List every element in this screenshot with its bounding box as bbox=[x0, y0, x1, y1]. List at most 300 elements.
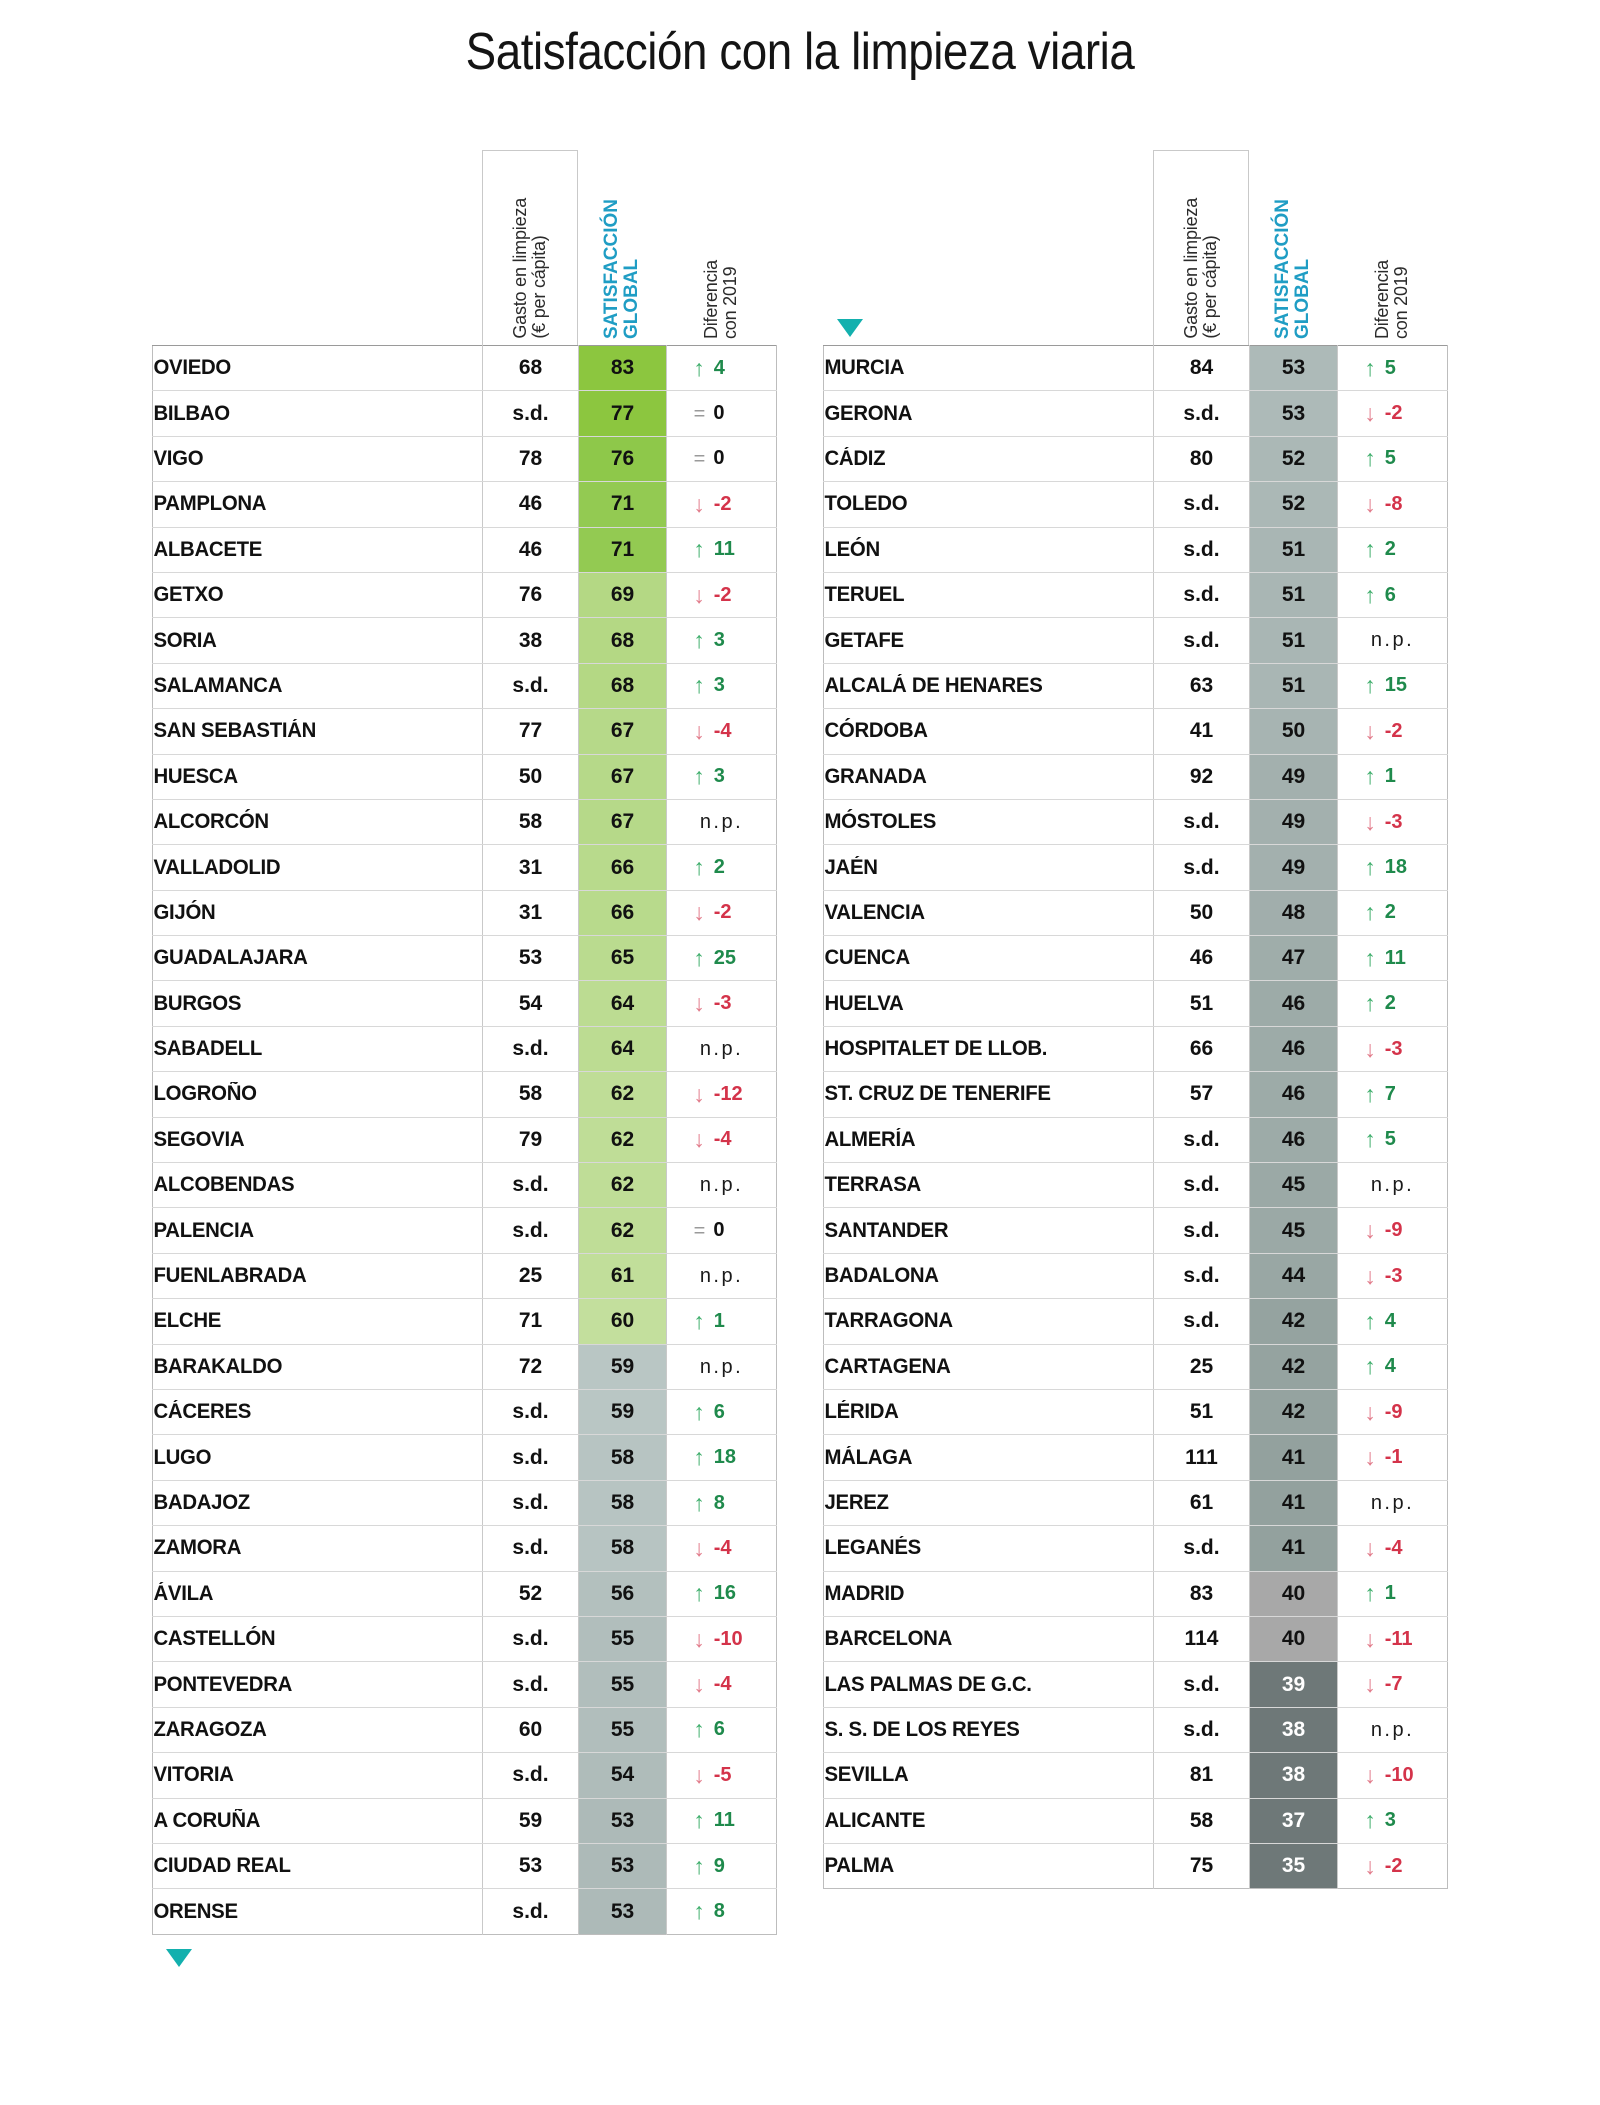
cell-diferencia bbox=[1338, 1299, 1448, 1344]
arrow-up-icon: ↑ bbox=[1364, 763, 1376, 790]
cell-satisfaccion: 76 bbox=[579, 436, 667, 481]
cell-satisfaccion: 49 bbox=[1250, 845, 1338, 890]
cell-gasto: 46 bbox=[483, 527, 579, 572]
cell-gasto: s.d. bbox=[1154, 799, 1250, 844]
cell-satisfaccion: 62 bbox=[579, 1208, 667, 1253]
table-row bbox=[824, 1299, 1448, 1344]
arrow-up-icon: ↑ bbox=[1364, 1807, 1376, 1834]
cell-city: ALICANTE bbox=[824, 1798, 1144, 1843]
table-row bbox=[824, 1662, 1448, 1707]
arrow-up-icon: ↑ bbox=[1364, 990, 1376, 1017]
arrow-up-icon: ↑ bbox=[693, 1580, 705, 1607]
table-row bbox=[824, 1526, 1448, 1571]
difference-value: 5 bbox=[1384, 1128, 1396, 1151]
cell-gasto: 76 bbox=[483, 572, 579, 617]
cell-diferencia bbox=[1338, 890, 1448, 935]
cell-satisfaccion: 42 bbox=[1250, 1390, 1338, 1435]
cell-diferencia bbox=[667, 1208, 777, 1253]
cell-gasto: s.d. bbox=[1154, 1526, 1250, 1571]
cell-diferencia bbox=[667, 1072, 777, 1117]
difference-value: 16 bbox=[713, 1582, 736, 1605]
cell-diferencia bbox=[1338, 1798, 1448, 1843]
cell-satisfaccion: 48 bbox=[1250, 890, 1338, 935]
cell-city: MURCIA bbox=[824, 346, 1144, 391]
cell-city: LEÓN bbox=[824, 527, 1144, 572]
difference-value: 0 bbox=[713, 402, 725, 425]
cell-city: ZAMORA bbox=[153, 1526, 473, 1571]
cell-satisfaccion: 41 bbox=[1250, 1435, 1338, 1480]
cell-satisfaccion: 67 bbox=[579, 709, 667, 754]
difference-value: -3 bbox=[1384, 1264, 1403, 1287]
arrow-up-icon: ↑ bbox=[1364, 899, 1376, 926]
difference-value: -10 bbox=[713, 1627, 743, 1650]
left-table bbox=[152, 345, 777, 1935]
cell-diferencia bbox=[667, 436, 777, 481]
cell-city: JEREZ bbox=[824, 1480, 1144, 1525]
cell-diferencia bbox=[1338, 1571, 1448, 1616]
arrow-up-icon: ↑ bbox=[1364, 354, 1376, 381]
cell-city: CIUDAD REAL bbox=[153, 1843, 473, 1888]
table-row bbox=[824, 1707, 1448, 1752]
difference-value: 11 bbox=[713, 1809, 735, 1832]
header-gasto-right bbox=[1153, 150, 1249, 345]
cell-city: BADALONA bbox=[824, 1253, 1144, 1298]
cell-diferencia bbox=[667, 754, 777, 799]
cell-city: MÁLAGA bbox=[824, 1435, 1144, 1480]
table-row bbox=[153, 1072, 777, 1117]
difference-value: 1 bbox=[713, 1309, 725, 1332]
arrow-up-icon: ↑ bbox=[693, 763, 705, 790]
table-row bbox=[824, 1117, 1448, 1162]
difference-value: 5 bbox=[1384, 356, 1396, 379]
right-table-board bbox=[823, 150, 1448, 1975]
cell-gasto: 54 bbox=[483, 981, 579, 1026]
difference-value: -2 bbox=[713, 492, 732, 515]
cell-satisfaccion: 37 bbox=[1250, 1798, 1338, 1843]
table-row bbox=[824, 1435, 1448, 1480]
cell-city: VALENCIA bbox=[824, 890, 1144, 935]
arrow-down-icon: ↓ bbox=[1364, 1035, 1376, 1062]
cell-gasto: s.d. bbox=[1154, 1163, 1250, 1208]
cell-gasto: 111 bbox=[1154, 1435, 1250, 1480]
difference-value: -9 bbox=[1384, 1219, 1403, 1242]
cell-city: VALLADOLID bbox=[153, 845, 473, 890]
right-table-header bbox=[823, 150, 1448, 345]
cell-satisfaccion: 67 bbox=[579, 799, 667, 844]
cell-gasto: 59 bbox=[483, 1798, 579, 1843]
cell-satisfaccion: 59 bbox=[579, 1344, 667, 1389]
table-row bbox=[824, 1026, 1448, 1071]
arrow-up-icon: ↑ bbox=[693, 1852, 705, 1879]
cell-city: TOLEDO bbox=[824, 482, 1144, 527]
cell-diferencia bbox=[1338, 981, 1448, 1026]
table-row bbox=[153, 1253, 777, 1298]
triangle-down-icon-top-right bbox=[837, 319, 863, 337]
arrow-down-icon: ↓ bbox=[693, 1671, 705, 1698]
cell-diferencia bbox=[667, 981, 777, 1026]
cell-satisfaccion: 64 bbox=[579, 981, 667, 1026]
cell-satisfaccion: 51 bbox=[1250, 572, 1338, 617]
cell-gasto: 79 bbox=[483, 1117, 579, 1162]
table-row bbox=[824, 936, 1448, 981]
table-row bbox=[824, 1072, 1448, 1117]
cell-gasto: s.d. bbox=[483, 1662, 579, 1707]
cell-city: GIJÓN bbox=[153, 890, 473, 935]
table-row bbox=[153, 346, 777, 391]
cell-gasto: 68 bbox=[483, 346, 579, 391]
cell-diferencia bbox=[1338, 1072, 1448, 1117]
difference-value: 3 bbox=[713, 765, 725, 788]
cell-satisfaccion: 46 bbox=[1250, 981, 1338, 1026]
arrow-down-icon: ↓ bbox=[1364, 717, 1376, 744]
cell-satisfaccion: 53 bbox=[579, 1798, 667, 1843]
cell-satisfaccion: 53 bbox=[579, 1889, 667, 1934]
table-row bbox=[824, 527, 1448, 572]
cell-gasto: s.d. bbox=[483, 391, 579, 436]
difference-value: -2 bbox=[1384, 719, 1403, 742]
arrow-down-icon: ↓ bbox=[1364, 1217, 1376, 1244]
cell-diferencia bbox=[667, 1889, 777, 1934]
cell-gasto: 60 bbox=[483, 1707, 579, 1752]
cell-gasto: 63 bbox=[1154, 663, 1250, 708]
arrow-down-icon: ↓ bbox=[693, 1761, 705, 1788]
cell-gasto: 46 bbox=[1154, 936, 1250, 981]
cell-satisfaccion: 55 bbox=[579, 1707, 667, 1752]
arrow-up-icon: ↑ bbox=[1364, 1580, 1376, 1607]
cell-gasto: s.d. bbox=[483, 1390, 579, 1435]
cell-satisfaccion: 59 bbox=[579, 1390, 667, 1435]
table-row bbox=[824, 618, 1448, 663]
cell-gasto: 71 bbox=[483, 1299, 579, 1344]
cell-city: ZARAGOZA bbox=[153, 1707, 473, 1752]
difference-value: 4 bbox=[1384, 1309, 1396, 1332]
difference-value: -7 bbox=[1384, 1673, 1403, 1696]
left-table-header bbox=[152, 150, 777, 345]
table-row bbox=[153, 1526, 777, 1571]
cell-diferencia bbox=[1338, 482, 1448, 527]
cell-diferencia bbox=[1338, 346, 1448, 391]
table-row bbox=[824, 1344, 1448, 1389]
cell-gasto: s.d. bbox=[483, 1435, 579, 1480]
cell-satisfaccion: 50 bbox=[1250, 709, 1338, 754]
cell-city: GETAFE bbox=[824, 618, 1144, 663]
arrow-up-icon: ↑ bbox=[693, 536, 705, 563]
cell-satisfaccion: 45 bbox=[1250, 1208, 1338, 1253]
table-row bbox=[153, 1117, 777, 1162]
cell-city: S. S. DE LOS REYES bbox=[824, 1707, 1144, 1752]
table-row bbox=[153, 1617, 777, 1662]
difference-value: -4 bbox=[713, 1536, 732, 1559]
cell-city: LOGROÑO bbox=[153, 1072, 473, 1117]
table-row bbox=[824, 754, 1448, 799]
cell-gasto: s.d. bbox=[483, 1480, 579, 1525]
cell-city: PALMA bbox=[823, 1854, 894, 1878]
cell-diferencia bbox=[667, 1026, 777, 1071]
table-row bbox=[824, 391, 1448, 436]
cell-diferencia bbox=[1338, 754, 1448, 799]
cell-city: VITORIA bbox=[153, 1753, 473, 1798]
cell-city: CASTELLÓN bbox=[153, 1617, 473, 1662]
cell-city: MÓSTOLES bbox=[824, 799, 1144, 844]
arrow-down-icon: ↓ bbox=[1364, 1852, 1376, 1879]
header-satisfaccion-left bbox=[578, 150, 666, 345]
cell-satisfaccion: 49 bbox=[1250, 799, 1338, 844]
page-title: Satisfacción con la limpieza viaria bbox=[465, 23, 1135, 81]
table-row bbox=[153, 663, 777, 708]
triangle-down-icon-bottom-left bbox=[166, 1949, 192, 1967]
cell-diferencia bbox=[1338, 936, 1448, 981]
cell-satisfaccion: 64 bbox=[579, 1026, 667, 1071]
arrow-down-icon: ↓ bbox=[1364, 1398, 1376, 1425]
arrow-down-icon: ↓ bbox=[1364, 1671, 1376, 1698]
equals-icon: = bbox=[693, 447, 705, 470]
difference-value: -3 bbox=[1384, 1037, 1403, 1060]
equals-icon: = bbox=[693, 1219, 705, 1242]
cell-diferencia bbox=[1338, 1662, 1448, 1707]
cell-satisfaccion: 54 bbox=[579, 1753, 667, 1798]
cell-city: PALENCIA bbox=[153, 1208, 473, 1253]
cell-city: BARAKALDO bbox=[153, 1344, 473, 1389]
cell-city: HUELVA bbox=[824, 981, 1144, 1026]
cell-diferencia bbox=[667, 1571, 777, 1616]
table-row bbox=[824, 1390, 1448, 1435]
difference-value: 1 bbox=[1384, 765, 1396, 788]
cell-diferencia bbox=[667, 482, 777, 527]
cell-gasto: s.d. bbox=[1154, 1208, 1250, 1253]
difference-value: 0 bbox=[713, 1219, 725, 1242]
arrow-up-icon: ↑ bbox=[1364, 1353, 1376, 1380]
table-row bbox=[153, 799, 777, 844]
header-diferencia-right bbox=[1337, 150, 1447, 345]
table-row bbox=[153, 1435, 777, 1480]
cell-diferencia bbox=[1338, 709, 1448, 754]
cell-diferencia bbox=[667, 709, 777, 754]
difference-value: 4 bbox=[1384, 1355, 1396, 1378]
arrow-down-icon: ↓ bbox=[693, 1534, 705, 1561]
table-row bbox=[824, 981, 1448, 1026]
not-published-label: n.p. bbox=[699, 810, 744, 833]
table-row bbox=[153, 754, 777, 799]
cell-city: ALCORCÓN bbox=[153, 799, 473, 844]
arrow-up-icon: ↑ bbox=[693, 1444, 705, 1471]
table-row bbox=[824, 1208, 1448, 1253]
arrow-down-icon: ↓ bbox=[693, 717, 705, 744]
arrow-down-icon: ↓ bbox=[1364, 400, 1376, 427]
cell-city: SAN SEBASTIÁN bbox=[153, 709, 473, 754]
header-satisfaccion-label-right: SATISFACCIÓN GLOBAL bbox=[1271, 198, 1313, 339]
cell-satisfaccion: 51 bbox=[1250, 527, 1338, 572]
table-row bbox=[153, 1390, 777, 1435]
arrow-up-icon: ↑ bbox=[1364, 1080, 1376, 1107]
cell-gasto: s.d. bbox=[483, 1026, 579, 1071]
not-published-label: n.p. bbox=[1370, 629, 1415, 652]
not-published-label: n.p. bbox=[699, 1037, 744, 1060]
cell-city: CARTAGENA bbox=[824, 1344, 1144, 1389]
arrow-down-icon: ↓ bbox=[1364, 490, 1376, 517]
difference-value: 2 bbox=[713, 856, 725, 878]
arrow-up-icon: ↑ bbox=[1364, 445, 1376, 472]
cell-satisfaccion: 58 bbox=[579, 1526, 667, 1571]
arrow-down-icon: ↓ bbox=[1364, 1625, 1376, 1652]
cell-city: GETXO bbox=[153, 572, 473, 617]
cell-gasto: s.d. bbox=[483, 1753, 579, 1798]
cell-diferencia bbox=[1338, 1117, 1448, 1162]
table-row bbox=[153, 1753, 777, 1798]
cell-gasto: 81 bbox=[1154, 1753, 1250, 1798]
table-row bbox=[153, 618, 777, 663]
not-published-label: n.p. bbox=[1370, 1174, 1415, 1197]
difference-value: 2 bbox=[1384, 901, 1396, 924]
arrow-up-icon: ↑ bbox=[693, 672, 705, 699]
cell-gasto: 57 bbox=[1154, 1072, 1250, 1117]
table-row bbox=[153, 1480, 777, 1525]
cell-city: BADAJOZ bbox=[153, 1480, 473, 1525]
arrow-up-icon: ↑ bbox=[693, 1807, 705, 1834]
cell-city: SANTANDER bbox=[824, 1208, 1144, 1253]
cell-diferencia bbox=[1338, 1753, 1448, 1798]
cell-satisfaccion: 40 bbox=[1250, 1571, 1338, 1616]
arrow-up-icon: ↑ bbox=[1364, 536, 1376, 563]
arrow-down-icon: ↓ bbox=[693, 1126, 705, 1153]
cell-satisfaccion: 58 bbox=[579, 1435, 667, 1480]
cell-city: GUADALAJARA bbox=[153, 936, 473, 981]
cell-diferencia bbox=[1338, 1390, 1448, 1435]
table-row bbox=[153, 482, 777, 527]
table-row bbox=[153, 391, 777, 436]
cell-gasto: 114 bbox=[1154, 1616, 1250, 1661]
difference-value: -1 bbox=[1384, 1446, 1403, 1469]
cell-gasto: 83 bbox=[1154, 1571, 1250, 1616]
cell-gasto: s.d. bbox=[1154, 1253, 1250, 1298]
cell-gasto: 31 bbox=[483, 845, 579, 890]
table-row bbox=[824, 1753, 1448, 1798]
difference-value: 8 bbox=[713, 1491, 725, 1514]
cell-satisfaccion: 47 bbox=[1250, 936, 1338, 981]
cell-diferencia bbox=[1338, 663, 1448, 708]
cell-city: BILBAO bbox=[153, 391, 473, 436]
cell-gasto: s.d. bbox=[1154, 572, 1250, 617]
cell-city: ALBACETE bbox=[153, 527, 473, 572]
table-row bbox=[824, 436, 1448, 481]
cell-diferencia bbox=[667, 890, 777, 935]
arrow-up-icon: ↑ bbox=[693, 627, 705, 654]
table-row bbox=[153, 572, 777, 617]
table-row bbox=[824, 799, 1448, 844]
table-row bbox=[824, 1163, 1448, 1208]
cell-city: TERRASA bbox=[824, 1163, 1144, 1208]
cell-diferencia bbox=[667, 845, 777, 890]
difference-value: -2 bbox=[1384, 402, 1403, 425]
cell-diferencia bbox=[667, 1798, 777, 1843]
table-row bbox=[153, 1344, 777, 1389]
cell-diferencia bbox=[1338, 845, 1448, 890]
cell-diferencia bbox=[1338, 618, 1448, 663]
difference-value: -3 bbox=[713, 992, 732, 1015]
difference-value: 11 bbox=[1384, 946, 1406, 969]
cell-satisfaccion: 46 bbox=[1250, 1026, 1338, 1071]
cell-satisfaccion: 42 bbox=[1250, 1344, 1338, 1389]
cell-gasto: 25 bbox=[483, 1253, 579, 1298]
cell-diferencia bbox=[1338, 1163, 1448, 1208]
header-satisfaccion-label-left: SATISFACCIÓN GLOBAL bbox=[600, 198, 642, 339]
arrow-down-icon: ↓ bbox=[1364, 1262, 1376, 1289]
difference-value: -2 bbox=[1384, 1854, 1403, 1877]
arrow-up-icon: ↑ bbox=[693, 1307, 705, 1334]
table-row bbox=[153, 436, 777, 481]
cell-city: VIGO bbox=[153, 436, 473, 481]
tables-container bbox=[0, 150, 1600, 1975]
cell-city: FUENLABRADA bbox=[153, 1253, 473, 1298]
cell-city: ST. CRUZ DE TENERIFE bbox=[824, 1072, 1144, 1117]
left-table-board bbox=[152, 150, 777, 1975]
cell-gasto: s.d. bbox=[483, 1163, 579, 1208]
cell-satisfaccion: 53 bbox=[1250, 391, 1338, 436]
cell-gasto: 58 bbox=[483, 1072, 579, 1117]
cell-satisfaccion: 46 bbox=[1250, 1117, 1338, 1162]
cell-city: CÓRDOBA bbox=[824, 709, 1144, 754]
cell-satisfaccion: 71 bbox=[579, 527, 667, 572]
cell-diferencia bbox=[667, 1299, 777, 1344]
difference-value: -4 bbox=[1384, 1536, 1403, 1559]
table-row bbox=[153, 1707, 777, 1752]
difference-value: -12 bbox=[713, 1082, 743, 1105]
difference-value: 8 bbox=[713, 1900, 725, 1923]
cell-gasto: 51 bbox=[1154, 1390, 1250, 1435]
arrow-down-icon: ↓ bbox=[1364, 1761, 1376, 1788]
cell-satisfaccion: 58 bbox=[579, 1480, 667, 1525]
arrow-up-icon: ↑ bbox=[1364, 581, 1376, 608]
difference-value: -11 bbox=[1384, 1627, 1413, 1650]
cell-gasto: 61 bbox=[1154, 1480, 1250, 1525]
difference-value: 6 bbox=[713, 1400, 725, 1423]
arrow-up-icon: ↑ bbox=[693, 854, 705, 880]
cell-satisfaccion: 41 bbox=[1250, 1480, 1338, 1525]
cell-gasto: s.d. bbox=[1154, 1707, 1250, 1752]
cell-city: JAÉN bbox=[824, 845, 1144, 890]
cell-satisfaccion: 41 bbox=[1250, 1526, 1338, 1571]
header-diferencia-left bbox=[666, 150, 776, 345]
cell-gasto: s.d. bbox=[1154, 391, 1250, 436]
cell-satisfaccion: 51 bbox=[1250, 663, 1338, 708]
cell-diferencia bbox=[667, 936, 777, 981]
header-diferencia-label-right: Diferencia con 2019 bbox=[1371, 259, 1411, 339]
table-row bbox=[153, 1163, 777, 1208]
cell-satisfaccion: 53 bbox=[579, 1843, 667, 1888]
header-gasto-label-left: Gasto en limpieza (€ per cápita) bbox=[509, 198, 549, 339]
cell-diferencia bbox=[667, 1707, 777, 1752]
arrow-down-icon: ↓ bbox=[693, 490, 705, 517]
cell-satisfaccion: 38 bbox=[1250, 1753, 1338, 1798]
cell-gasto: 92 bbox=[1154, 754, 1250, 799]
arrow-up-icon: ↑ bbox=[693, 1489, 705, 1516]
cell-diferencia bbox=[667, 618, 777, 663]
difference-value: 2 bbox=[1384, 992, 1396, 1015]
difference-value: -2 bbox=[713, 583, 732, 606]
cell-gasto: 31 bbox=[483, 890, 579, 935]
arrow-down-icon: ↓ bbox=[693, 899, 705, 926]
arrow-down-icon: ↓ bbox=[1364, 808, 1376, 835]
cell-satisfaccion: 69 bbox=[579, 572, 667, 617]
cell-city: ELCHE bbox=[153, 1299, 473, 1344]
header-satisfaccion-right bbox=[1249, 150, 1337, 345]
cell-gasto: 77 bbox=[483, 709, 579, 754]
cell-city: TERUEL bbox=[824, 572, 1144, 617]
table-row bbox=[824, 1253, 1448, 1298]
cell-satisfaccion: 40 bbox=[1250, 1616, 1338, 1661]
table-row bbox=[824, 1616, 1448, 1661]
cell-satisfaccion: 46 bbox=[1250, 1072, 1338, 1117]
cell-diferencia bbox=[667, 1753, 777, 1798]
